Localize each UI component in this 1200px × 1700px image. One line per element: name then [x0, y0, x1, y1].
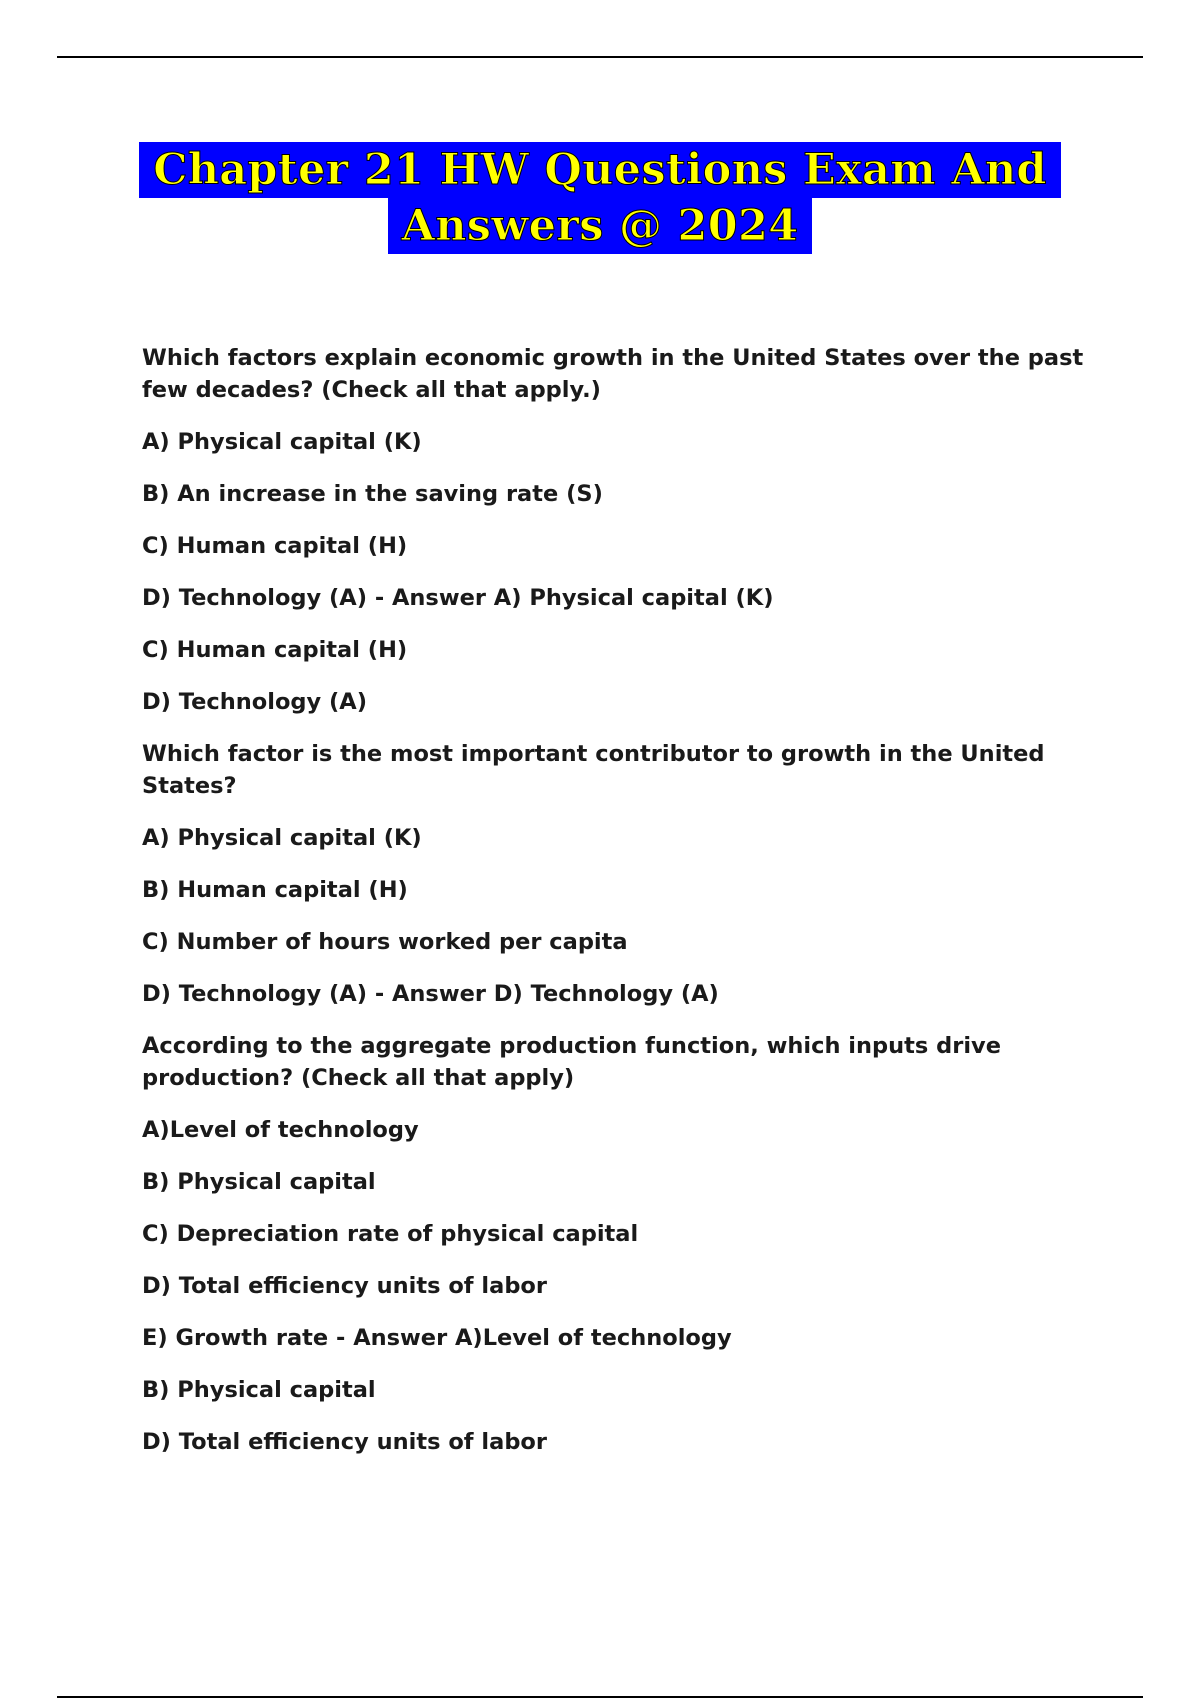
option-line: A) Physical capital (K) [142, 825, 422, 851]
answer-line: C) Human capital (H) [142, 637, 408, 663]
question-2: Which factor is the most important contributor to growth in the United States? [142, 741, 1053, 799]
title-line-1: Chapter 21 HW Questions Exam And [139, 142, 1061, 198]
answer-line: D) Technology (A) - Answer D) Technology (A) [142, 981, 719, 1007]
title-line-2: Answers @ 2024 [388, 198, 813, 254]
answer-line: D) Technology (A) [142, 689, 367, 715]
answer-line: B) Physical capital [142, 1377, 376, 1403]
option-line: C) Human capital (H) [142, 533, 408, 559]
option-line: A)Level of technology [142, 1117, 419, 1143]
option-line: A) Physical capital (K) [142, 429, 422, 455]
question-3: According to the aggregate production function, which inputs drive production? (Check all that apply) [142, 1033, 1009, 1091]
option-line: D) Total efficiency units of labor [142, 1273, 547, 1299]
option-line: B) An increase in the saving rate (S) [142, 481, 603, 507]
bottom-rule [57, 1696, 1143, 1698]
document-body [142, 342, 1092, 1478]
answer-line: D) Technology (A) - Answer A) Physical capital (K) [142, 585, 774, 611]
option-line: C) Depreciation rate of physical capital [142, 1221, 639, 1247]
option-line: C) Number of hours worked per capita [142, 929, 628, 955]
answer-line: D) Total efficiency units of labor [142, 1429, 547, 1455]
document-title [0, 142, 1200, 254]
question-1: Which factors explain economic growth in the United States over the past few decades? (Check all that apply.) [142, 345, 1092, 403]
option-line: B) Human capital (H) [142, 877, 408, 903]
option-line: B) Physical capital [142, 1169, 376, 1195]
answer-line: E) Growth rate - Answer A)Level of technology [142, 1325, 732, 1351]
top-rule [57, 56, 1143, 58]
